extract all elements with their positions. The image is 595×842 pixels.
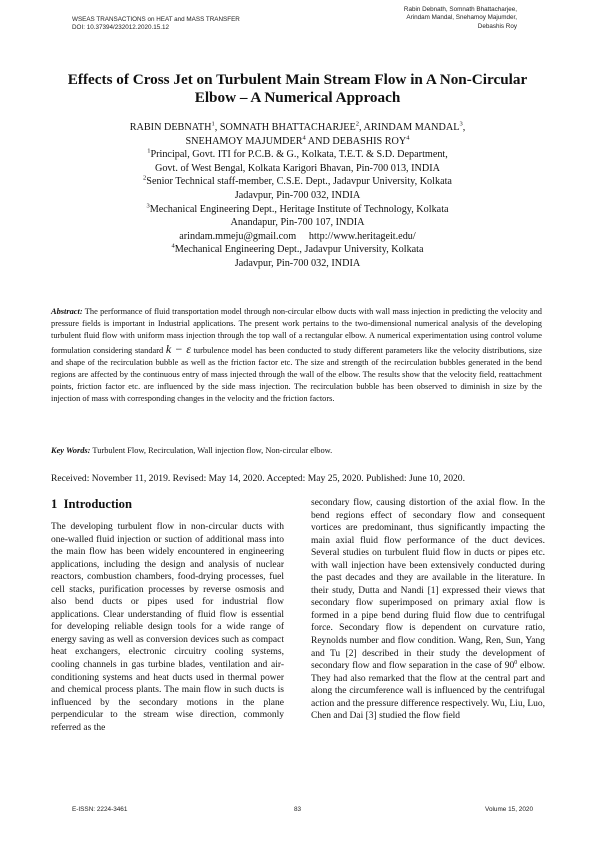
website-link[interactable]: http://www.heritageit.edu/ xyxy=(308,230,416,242)
section-number: 1 xyxy=(51,497,58,511)
author-sup: 1 xyxy=(211,120,215,128)
email-link[interactable]: arindam.mmeju@gmail.com xyxy=(179,230,297,242)
body-text-right-column xyxy=(311,497,545,723)
affiliation-line xyxy=(60,203,535,217)
author-sep: , xyxy=(462,122,466,133)
affiliation-sup: 4 xyxy=(171,242,175,250)
author-name: SNEHAMOY MAJUMDER xyxy=(185,135,303,147)
running-authors-line: Debashis Roy xyxy=(477,22,517,30)
keywords-label: Key Words: xyxy=(51,446,91,455)
body-text-left-column: The developing turbulent flow in non-circular ducts with one-walled fluid injection or suction of additional mass into the main flow has been widely encountered in engineering applications, including the design and analysis of nuclear reactors, combustion chambers, food-drying processes, fuel cell stacks, purification processes by reverse osmosis and also bend ducts or pipes used for industrial flow applications. Clear understanding of fluid flow is essential for developing reliable design tools for a wide range of energy saving as well as conversion devices such as compact heat exchangers, electronic circuitry cooling systems, cooling channels in gas turbine blades, ventilation and air-conditioning systems and heat ducts used in thermal power and chemical process plants. The main flow in such ducts is influenced by the secondary motions in the plane perpendicular to the stream wise direction, commonly referred as the xyxy=(51,522,284,733)
affiliation-4 xyxy=(60,243,535,270)
author-line xyxy=(60,135,535,149)
title-line: Elbow – A Numerical Approach xyxy=(194,89,401,106)
title-line: Effects of Cross Jet on Turbulent Main Stream Flow in A Non-Circular xyxy=(67,71,528,88)
page-number: 83 xyxy=(293,806,302,813)
affiliation-line: Govt. of West Bengal, Kolkata Karigori Bhavan, Pin-700 013, INDIA xyxy=(154,162,441,174)
body-text: secondary flow, causing distortion of the axial flow. In the bend regions effect of secondary flow and consequent vortices are predominant, thus significantly impacting the main axial fluid flow performance of the duct devices. Several studies on turbulent fluid flow in ducts or pipes etc. with wall injection have been extensively conducted during the past decades and they are available in the literature. In their study, Dutta and Nandi [1] expressed their views that secondary flow superimposed on primary axial flow is formed in a pipe bend during fluid flow due to centrifugal force. Secondary flow is dependent on curvature ratio, Reynolds number and flow condition. Wang, Ren, Sun, Yang and Tu [2] described in their study the development of secondary flow and flow separation in the case of 90 xyxy=(311,498,545,672)
running-authors-line: Arindam Mandal, Snehamoy Majumder, xyxy=(406,14,517,22)
affiliation-1 xyxy=(60,148,535,175)
author-name: RABIN DEBNATH xyxy=(129,122,212,133)
abstract-text: turbulence model has been conducted to study different parameters like the velocity distributions, size and shape of the recirculation bubble as well as the friction factor etc. The size and strength of the recirculation bubbles generated in the bend regions are affected by the continuous entry of mass injected through the wall of the elbow. The results show that the velocity field, reattachment points, friction factor etc. are influenced by the side mass injection. The recirculation bubble has been observed to diminish in size by the injection of mass with corresponding changes in the velocity and the friction factors. xyxy=(51,345,542,404)
contact-line xyxy=(60,230,535,244)
author-sup: 4 xyxy=(302,134,306,142)
author-name: , SOMNATH BHATTACHARJEE xyxy=(214,122,356,133)
author-sup: 3 xyxy=(459,120,463,128)
footer-issn: E-ISSN: 2224-3461 xyxy=(72,806,128,813)
affiliation-text: Mechanical Engineering Dept., Jadavpur University, Kolkata xyxy=(174,244,424,256)
degree-sup: 0 xyxy=(514,659,518,666)
affiliation-line: Anandapur, Pin-700 107, INDIA xyxy=(230,217,365,229)
affiliation-line: Jadavpur, Pin-700 032, INDIA xyxy=(234,189,361,201)
footer-volume: Volume 15, 2020 xyxy=(485,806,533,813)
author-line xyxy=(60,121,535,135)
affiliation-line xyxy=(60,175,535,189)
affiliation-sup: 1 xyxy=(147,147,151,155)
doi: DOI: 10.37394/232012.2020.15.12 xyxy=(72,24,169,32)
body-text: elbow. They had also remarked that the flow at the central part and along the circumference wall is influenced by the centrifugal action and the pressure difference respectively. Wu, Liu, Luo, Chen and Dai [3] studied the flow field xyxy=(311,661,545,722)
affiliation-text: Senior Technical staff-member, C.S.E. Dept., Jadavpur University, Kolkata xyxy=(146,176,452,188)
affiliation-sup: 2 xyxy=(143,174,147,182)
section-heading xyxy=(51,496,132,512)
affiliation-3 xyxy=(60,203,535,230)
author-name: , ARINDAM MANDAL xyxy=(359,122,460,133)
affiliation-line: Jadavpur, Pin-700 032, INDIA xyxy=(234,257,361,269)
k-epsilon-symbol: k − ε xyxy=(165,341,191,356)
affiliation-text: Mechanical Engineering Dept., Heritage Institute of Technology, Kolkata xyxy=(149,203,449,215)
author-sup: 2 xyxy=(355,120,359,128)
affiliation-2 xyxy=(60,175,535,202)
author-name: AND DEBASHIS ROY xyxy=(305,135,407,147)
keywords xyxy=(51,445,542,457)
affiliation-text: Principal, Govt. ITI for P.C.B. & G., Kolkata, T.E.T. & S.D. Department, xyxy=(150,149,448,161)
keywords-text: Turbulent Flow, Recirculation, Wall injection flow, Non-circular elbow. xyxy=(90,446,333,455)
abstract-text: The performance of fluid transportation model through non-circular elbow ducts with wall mass injection in predicting the velocity and pressure fields is important in Industrial applications. The present work pertains to the two-dimensional numerical analysis of the developing turbulent fluid flow with uniform mass injection through the top wall of a rectangular elbow. A numerical experimentation using control volume formulation considering standard xyxy=(51,307,542,355)
publication-dates: Received: November 11, 2019. Revised: May 14, 2020. Accepted: May 25, 2020. Published: June 10, 2020. xyxy=(51,473,465,484)
section-title: Introduction xyxy=(63,497,132,511)
affiliation-line xyxy=(60,148,535,162)
affiliation-line xyxy=(60,243,535,257)
running-header-right xyxy=(404,6,517,31)
paper-title xyxy=(40,71,555,107)
running-header-left xyxy=(72,16,240,33)
author-block xyxy=(60,121,535,271)
running-authors-line: Rabin Debnath, Somnath Bhattacharjee, xyxy=(403,6,517,13)
abstract xyxy=(51,306,542,406)
abstract-label: Abstract: xyxy=(51,307,83,316)
affiliation-sup: 3 xyxy=(146,202,150,210)
author-sup: 4 xyxy=(406,134,410,142)
journal-name: WSEAS TRANSACTIONS on HEAT and MASS TRANSFER xyxy=(72,16,240,23)
